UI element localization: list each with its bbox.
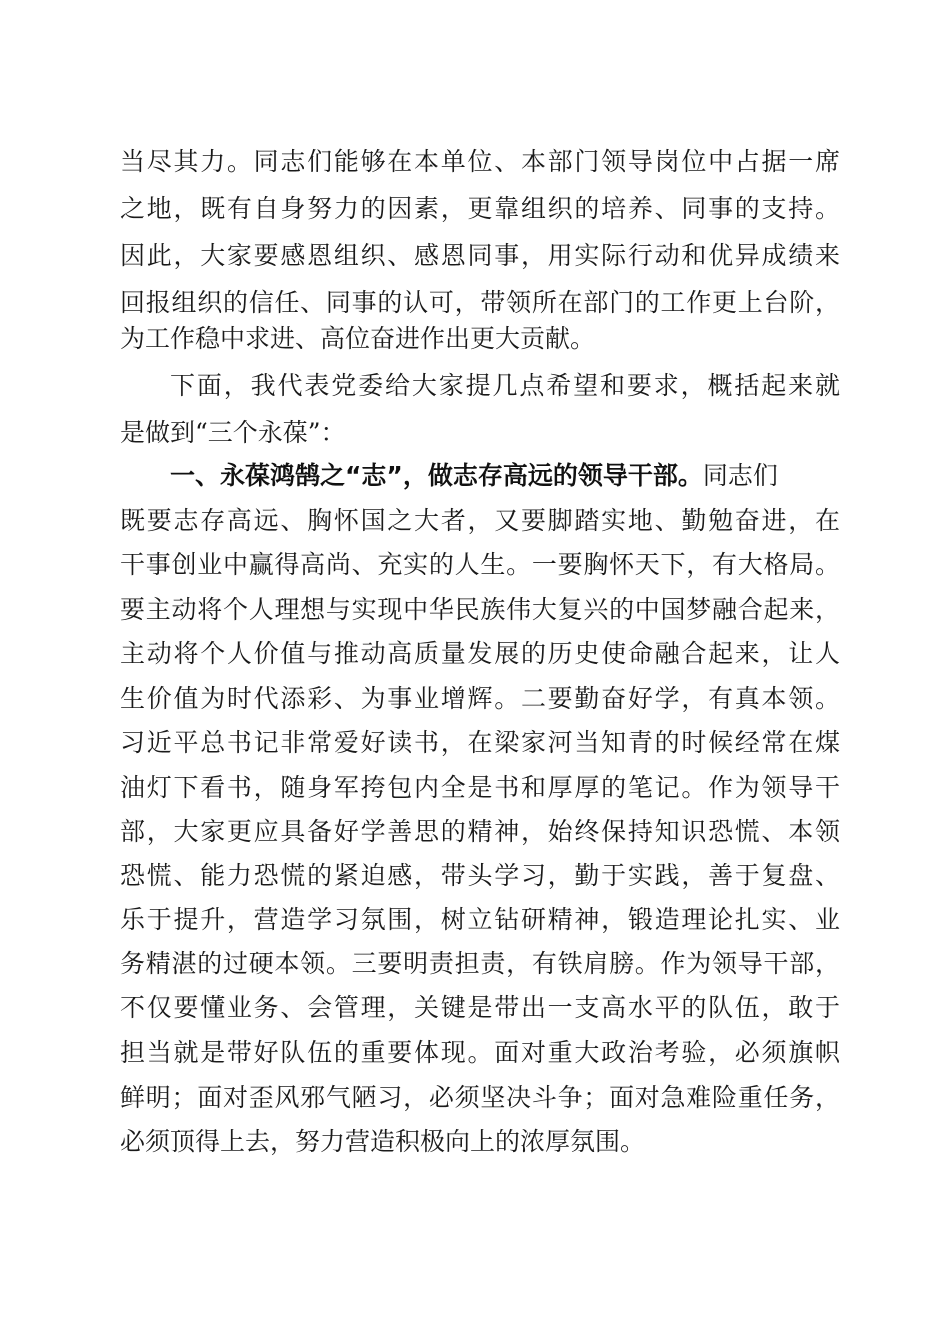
- p3-line-12: 务精湛的过硬本领。三要明责担责，有铁肩膀。作为领导干部，: [120, 949, 840, 978]
- p1-line-5: 为工作稳中求进、高位奋进作出更大贡献。: [120, 324, 596, 353]
- p3-line-15: 鲜明；面对歪风邪气陋习，必须坚决斗争；面对急难险重任务，: [120, 1083, 840, 1112]
- p1-line-3: 因此，大家要感恩组织、感恩同事，用实际行动和优异成绩来: [120, 241, 840, 270]
- p3-line-9: 部，大家更应具备好学善思的精神，始终保持知识恐慌、本领: [120, 817, 840, 846]
- p3-line-6: 生价值为时代添彩、为事业增辉。二要勤奋好学，有真本领。: [120, 684, 840, 713]
- p3-line-1-rest: 同志们: [702, 461, 778, 490]
- p1-line-1: 当尽其力。同志们能够在本单位、本部门领导岗位中占据一席: [120, 147, 840, 176]
- section-heading: 一、永葆鸿鹄之“志”，做志存高远的领导干部。: [170, 461, 703, 490]
- p3-line-3: 干事创业中赢得高尚、充实的人生。一要胸怀天下，有大格局。: [120, 550, 840, 579]
- p2-line-2: 是做到“三个永葆”：: [120, 418, 346, 447]
- p3-line-14: 担当就是带好队伍的重要体现。面对重大政治考验，必须旗帜: [120, 1038, 840, 1067]
- p3-line-10: 恐慌、能力恐慌的紧迫感，带头学习，勤于实践，善于复盘、: [120, 861, 840, 890]
- p3-line-11: 乐于提升，营造学习氛围，树立钻研精神，锻造理论扎实、业: [120, 905, 840, 934]
- p3-line-4: 要主动将个人理想与实现中华民族伟大复兴的中国梦融合起来，: [120, 595, 840, 624]
- p2-line-1: 下面，我代表党委给大家提几点希望和要求，概括起来就: [170, 371, 840, 400]
- p3-line-7: 习近平总书记非常爱好读书，在梁家河当知青的时候经常在煤: [120, 728, 840, 757]
- p1-line-4: 回报组织的信任、同事的认可，带领所在部门的工作更上台阶，: [120, 288, 840, 317]
- p3-line-16: 必须顶得上去，努力营造积极向上的浓厚氛围。: [120, 1127, 646, 1156]
- p3-line-13: 不仅要懂业务、会管理，关键是带出一支高水平的队伍，敢于: [120, 993, 840, 1022]
- p3-line-2: 既要志存高远、胸怀国之大者，又要脚踏实地、勤勉奋进，在: [120, 506, 840, 535]
- p3-line-8: 油灯下看书，随身军挎包内全是书和厚厚的笔记。作为领导干: [120, 773, 840, 802]
- p3-line-1: [120, 457, 840, 495]
- p1-line-2: 之地，既有自身努力的因素，更靠组织的培养、同事的支持。: [120, 194, 840, 223]
- p3-line-5: 主动将个人价值与推动高质量发展的历史使命融合起来，让人: [120, 639, 840, 668]
